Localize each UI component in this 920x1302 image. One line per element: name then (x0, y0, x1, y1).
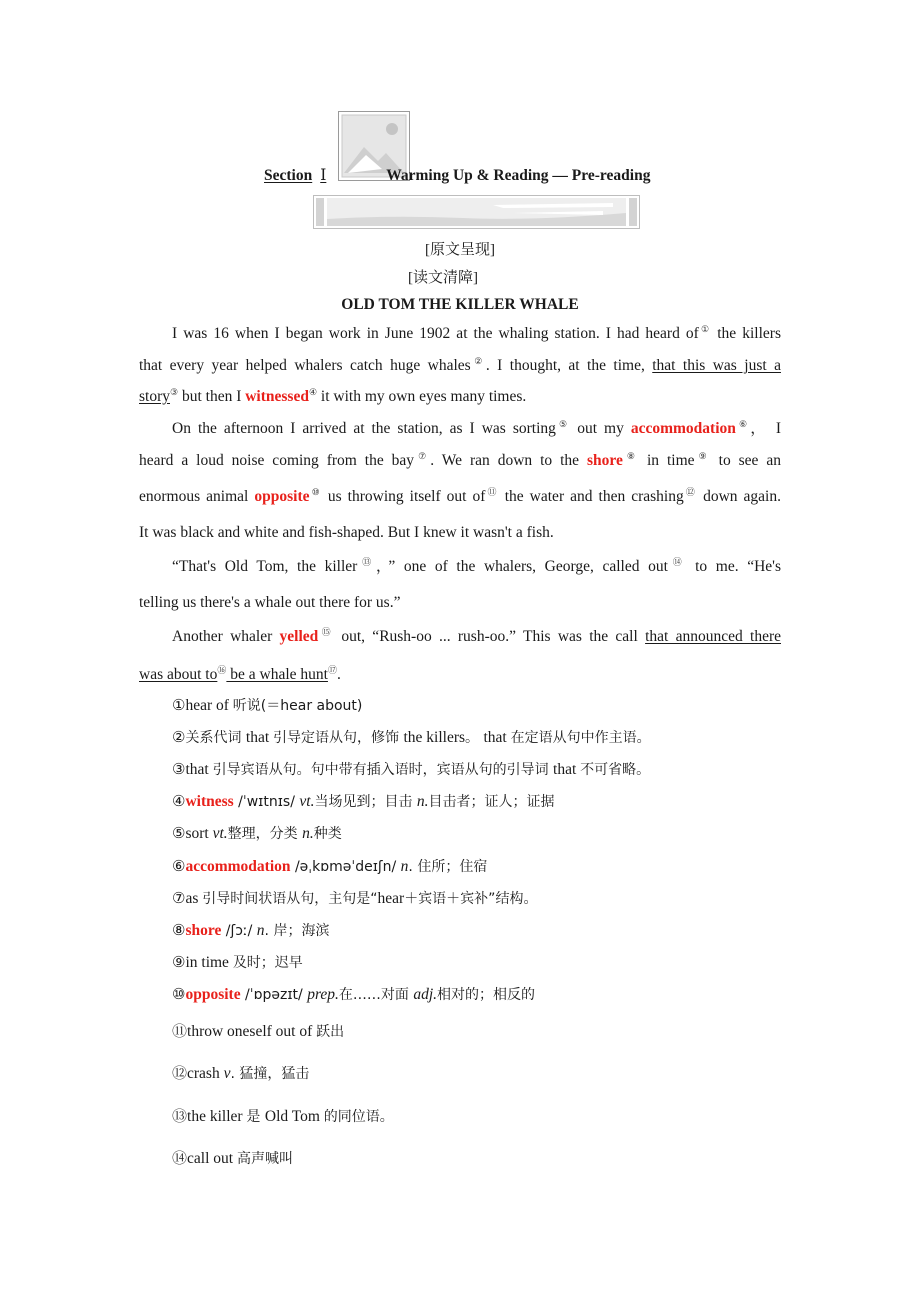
note-12: ⑫crash v. 猛撞，猛击 (172, 1065, 310, 1082)
paragraph-4-line-2: was about to⑯ be a whale hunt⑰. (139, 665, 341, 683)
note-8: ⑧shore /ʃɔː/ n. 岸；海滨 (172, 922, 330, 939)
paragraph-3-line-1: “That's Old Tom, the killer⑬，” one of the whalers, George, called out⑭ to me. “He's (172, 557, 781, 575)
note-13: ⑬the killer 是 Old Tom 的同位语。 (172, 1108, 394, 1125)
section-number: Ⅰ (320, 167, 327, 184)
note-5: ⑤sort vt.整理，分类 n.种类 (172, 825, 342, 842)
keyword-yelled: yelled (279, 628, 319, 645)
paragraph-2-line-2: heard a loud noise coming from the bay⑦. We ran down to the shore⑧ in time⑨ to see an (139, 451, 781, 469)
paragraph-2-line-4: It was black and white and fish-shaped. But I knew it wasn't a fish. (139, 524, 554, 541)
article-title: OLD TOM THE KILLER WHALE (341, 296, 579, 313)
paragraph-1-line-1: I was 16 when I began work in June 1902 at the whaling station. I had heard of① the killers (172, 324, 781, 342)
section-label: Section (264, 167, 313, 184)
note-14: ⑭call out 高声喊叫 (172, 1150, 293, 1167)
note-3: ③that 引导宾语从句。句中带有插入语时，宾语从句的引导词 that 不可省略。 (172, 761, 651, 778)
paragraph-2-line-3: enormous animal opposite⑩ us throwing itself out of⑪ the water and then crashing⑫ down again. (139, 487, 781, 505)
note-2: ②关系代词 that 引导定语从句，修饰 the killers。 that 在定语从句中作主语。 (172, 729, 651, 746)
paragraph-3-line-2: telling us there's a whale out there for us.” (139, 594, 401, 611)
paragraph-1-line-3: story③ but then I witnessed④ it with my own eyes many times. (139, 387, 527, 405)
note-4: ④witness /ˈwɪtnɪs/ vt.当场见到；目击 n.目击者；证人；证据 (172, 793, 555, 810)
section-heading (264, 166, 650, 186)
paragraph-2-line-1: On the afternoon I arrived at the station, as I was sorting⑤ out my accommodation⑥， I (172, 419, 781, 437)
section-title: Warming Up & Reading — Pre-reading (386, 167, 651, 184)
clear-reading-label: [读文清障] (408, 270, 478, 286)
keyword-opposite: opposite (254, 488, 310, 505)
note-6: ⑥accommodation /əˌkɒməˈdeɪʃn/ n. 住所；住宿 (172, 858, 488, 875)
decorative-banner-image (313, 195, 640, 229)
keyword-accommodation: accommodation (630, 420, 736, 437)
note-10: ⑩opposite /ˈɒpəzɪt/ prep.在……对面 adj.相对的；相反的 (172, 986, 536, 1003)
paragraph-1-line-2: that every year helped whalers catch huge whales②. I thought, at the time, that this was just a (139, 356, 781, 374)
keyword-witness: witnessed (245, 388, 309, 405)
paragraph-4-line-1: Another whaler yelled⑮ out, “Rush-oo ... rush-oo.” This was the call that announced there (172, 627, 781, 645)
note-1: ①hear of 听说(＝hear about) (172, 697, 363, 714)
note-7: ⑦as 引导时间状语从句，主句是“hear＋宾语＋宾补”结构。 (172, 890, 538, 907)
note-11: ⑪throw oneself out of 跃出 (172, 1023, 345, 1040)
original-text-label: [原文呈现] (425, 242, 495, 258)
keyword-shore: shore (586, 452, 623, 469)
note-9: ⑨in time 及时；迟早 (172, 954, 303, 971)
